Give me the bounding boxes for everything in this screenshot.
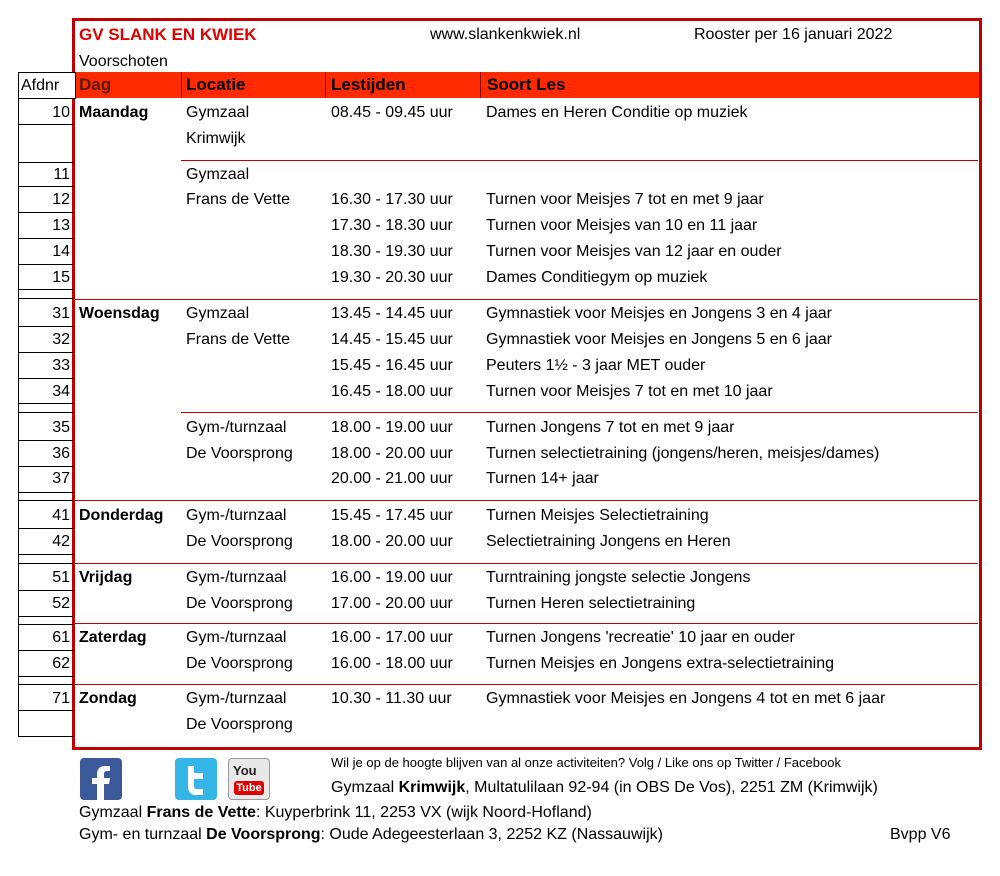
location-cell: Gym-/turnzaal bbox=[186, 629, 287, 646]
address-voorsprong-detail: : Oude Adegeesterlaan 3, 2252 KZ (Nassauwijk) bbox=[320, 826, 663, 843]
twitter-icon[interactable] bbox=[175, 758, 217, 800]
afdnr-line bbox=[18, 238, 73, 239]
location-cell: Krimwijk bbox=[186, 130, 246, 147]
afdnr-line bbox=[18, 624, 73, 625]
club-name: GV SLANK EN KWIEK bbox=[79, 25, 257, 44]
afdnr-line bbox=[18, 212, 73, 213]
location-cell: Gymzaal bbox=[186, 305, 250, 322]
afdnr-cell: 34 bbox=[52, 383, 70, 400]
column-lestijden: Lestijden bbox=[331, 75, 406, 94]
facebook-icon[interactable] bbox=[80, 758, 122, 800]
day-separator bbox=[75, 299, 978, 300]
address-voorsprong-prefix: Gym- en turnzaal bbox=[79, 826, 207, 843]
afdnr-line bbox=[18, 616, 73, 617]
afdnr-cell: 32 bbox=[52, 331, 70, 348]
afdnr-line bbox=[18, 440, 73, 441]
afdnr-line bbox=[18, 710, 73, 711]
time-cell: 19.30 - 20.30 uur bbox=[331, 269, 453, 286]
lesson-cell: Turnen 14+ jaar bbox=[486, 470, 599, 487]
afdnr-line bbox=[18, 684, 73, 685]
column-dag: Dag bbox=[79, 75, 112, 94]
afdnr-cell: 61 bbox=[52, 629, 70, 646]
afdnr-cell: 33 bbox=[52, 357, 70, 374]
afdnr-cell: 51 bbox=[52, 569, 70, 586]
lesson-cell: Gymnastiek voor Meisjes en Jongens 4 tot en met 6 jaar bbox=[486, 690, 886, 707]
twitter-t-glyph bbox=[175, 758, 217, 800]
column-afdnr: Afdnr bbox=[21, 77, 60, 94]
address-voorsprong-name: De Voorsprong bbox=[206, 826, 321, 843]
afdnr-cell: 41 bbox=[52, 507, 70, 524]
header-divider bbox=[181, 72, 182, 98]
time-cell: 08.45 - 09.45 uur bbox=[331, 104, 453, 121]
time-cell: 14.45 - 15.45 uur bbox=[331, 331, 453, 348]
afdnr-cell: 15 bbox=[52, 269, 70, 286]
time-cell: 18.30 - 19.30 uur bbox=[331, 243, 453, 260]
day-separator bbox=[75, 684, 978, 685]
address-krimwijk-name: Krimwijk bbox=[398, 779, 466, 796]
afdnr-line bbox=[18, 412, 73, 413]
time-cell: 16.00 - 18.00 uur bbox=[331, 655, 453, 672]
facebook-f-glyph bbox=[80, 758, 122, 800]
lesson-cell: Turntraining jongste selectie Jongens bbox=[486, 569, 751, 586]
afdnr-line bbox=[18, 500, 73, 501]
location-cell: De Voorsprong bbox=[186, 655, 293, 672]
lesson-cell: Turnen voor Meisjes 7 tot en met 10 jaar bbox=[486, 383, 773, 400]
day-separator bbox=[75, 563, 978, 564]
youtube-icon[interactable] bbox=[228, 758, 270, 800]
location-cell: Gym-/turnzaal bbox=[186, 419, 287, 436]
time-cell: 18.00 - 20.00 uur bbox=[331, 445, 453, 462]
afdnr-line bbox=[18, 186, 73, 187]
afdnr-line bbox=[18, 676, 73, 677]
afdnr-line bbox=[18, 650, 73, 651]
afdnr-cell: 36 bbox=[52, 445, 70, 462]
afdnr-line bbox=[18, 289, 73, 290]
lesson-cell: Peuters 1½ - 3 jaar MET ouder bbox=[486, 357, 706, 374]
time-cell: 20.00 - 21.00 uur bbox=[331, 470, 453, 487]
afdnr-line bbox=[18, 554, 73, 555]
lesson-cell: Turnen voor Meisjes van 10 en 11 jaar bbox=[486, 217, 758, 234]
time-cell: 16.00 - 17.00 uur bbox=[331, 629, 453, 646]
lesson-cell: Turnen Heren selectietraining bbox=[486, 595, 696, 612]
afdnr-cell: 13 bbox=[52, 217, 70, 234]
afdnr-line bbox=[18, 736, 73, 737]
location-cell: Gym-/turnzaal bbox=[186, 569, 287, 586]
address-frans-prefix: Gymzaal bbox=[79, 804, 147, 821]
day-cell: Woensdag bbox=[79, 305, 160, 322]
time-cell: 16.30 - 17.30 uur bbox=[331, 191, 453, 208]
afdnr-cell: 71 bbox=[52, 690, 70, 707]
location-cell: De Voorsprong bbox=[186, 595, 293, 612]
lesson-cell: Turnen Meisjes Selectietraining bbox=[486, 507, 709, 524]
time-cell: 17.00 - 20.00 uur bbox=[331, 595, 453, 612]
afdnr-line bbox=[18, 352, 73, 353]
day-cell: Donderdag bbox=[79, 507, 164, 524]
location-separator bbox=[181, 412, 978, 413]
lesson-cell: Turnen Meisjes en Jongens extra-selectietraining bbox=[486, 655, 835, 672]
location-cell: Frans de Vette bbox=[186, 191, 291, 208]
afdnr-cell: 37 bbox=[52, 470, 70, 487]
location-cell: Gymzaal bbox=[186, 104, 250, 121]
header-divider bbox=[480, 72, 481, 98]
time-cell: 18.00 - 19.00 uur bbox=[331, 419, 453, 436]
header-divider bbox=[325, 72, 326, 98]
social-follow-text: Wil je op de hoogte blijven van al onze activiteiten? Volg / Like ons op Twitter / Facebook bbox=[331, 755, 841, 770]
time-cell: 16.00 - 19.00 uur bbox=[331, 569, 453, 586]
location-cell: Gym-/turnzaal bbox=[186, 690, 287, 707]
afdnr-cell: 42 bbox=[52, 533, 70, 550]
time-cell: 17.30 - 18.30 uur bbox=[331, 217, 453, 234]
afdnr-line bbox=[18, 466, 73, 467]
youtube-tube-text: Tube bbox=[234, 781, 264, 795]
afdnr-cell: 62 bbox=[52, 655, 70, 672]
location-cell: Frans de Vette bbox=[186, 331, 291, 348]
location-cell: De Voorsprong bbox=[186, 716, 293, 733]
address-krimwijk-prefix: Gymzaal bbox=[331, 779, 399, 796]
afdnr-line bbox=[18, 298, 73, 299]
address-frans-de-vette bbox=[79, 804, 592, 822]
afdnr-line bbox=[18, 124, 73, 125]
afdnr-cell: 52 bbox=[52, 595, 70, 612]
column-soort-les: Soort Les bbox=[487, 75, 566, 94]
location-cell: Gymzaal bbox=[186, 166, 250, 183]
day-separator bbox=[75, 500, 978, 501]
address-krimwijk bbox=[331, 779, 878, 797]
time-cell: 18.00 - 20.00 uur bbox=[331, 533, 453, 550]
lesson-cell: Turnen voor Meisjes van 12 jaar en ouder bbox=[486, 243, 782, 260]
afdnr-line bbox=[18, 162, 73, 163]
afdnr-cell: 14 bbox=[52, 243, 70, 260]
address-frans-name: Frans de Vette bbox=[146, 804, 256, 821]
location-cell: De Voorsprong bbox=[186, 533, 293, 550]
column-locatie: Locatie bbox=[186, 75, 246, 94]
day-cell: Vrijdag bbox=[79, 569, 133, 586]
lesson-cell: Dames Conditiegym op muziek bbox=[486, 269, 708, 286]
location-cell: De Voorsprong bbox=[186, 445, 293, 462]
lesson-cell: Gymnastiek voor Meisjes en Jongens 5 en 6 jaar bbox=[486, 331, 832, 348]
afdnr-line bbox=[18, 264, 73, 265]
youtube-you-text: You bbox=[233, 763, 257, 778]
rooster-date: Rooster per 16 januari 2022 bbox=[694, 26, 893, 43]
time-cell: 10.30 - 11.30 uur bbox=[331, 690, 452, 707]
lesson-cell: Dames en Heren Conditie op muziek bbox=[486, 104, 748, 121]
day-cell: Zondag bbox=[79, 690, 137, 707]
address-frans-detail: : Kuyperbrink 11, 2253 VX (wijk Noord-Hofland) bbox=[255, 804, 592, 821]
day-separator bbox=[75, 623, 978, 624]
lesson-cell: Turnen Jongens 7 tot en met 9 jaar bbox=[486, 419, 735, 436]
afdnr-line bbox=[18, 326, 73, 327]
day-cell: Maandag bbox=[79, 104, 149, 121]
address-krimwijk-detail: , Multatulilaan 92-94 (in OBS De Vos), 2251 ZM (Krimwijk) bbox=[465, 779, 878, 796]
website-link[interactable]: www.slankenkwiek.nl bbox=[430, 26, 581, 43]
afdnr-cell: 35 bbox=[52, 419, 70, 436]
afdnr-line bbox=[18, 492, 73, 493]
lesson-cell: Turnen voor Meisjes 7 tot en met 9 jaar bbox=[486, 191, 764, 208]
afdnr-cell: 31 bbox=[52, 305, 70, 322]
town-name: Voorschoten bbox=[79, 53, 168, 70]
time-cell: 15.45 - 16.45 uur bbox=[331, 357, 453, 374]
afdnr-cell: 12 bbox=[52, 191, 70, 208]
time-cell: 15.45 - 17.45 uur bbox=[331, 507, 453, 524]
location-separator bbox=[181, 160, 978, 161]
address-de-voorsprong bbox=[79, 826, 663, 844]
afdnr-line bbox=[18, 528, 73, 529]
lesson-cell: Turnen Jongens 'recreatie' 10 jaar en ouder bbox=[486, 629, 795, 646]
time-cell: 13.45 - 14.45 uur bbox=[331, 305, 453, 322]
version-label: Bvpp V6 bbox=[890, 826, 951, 843]
afdnr-line bbox=[18, 403, 73, 404]
lesson-cell: Selectietraining Jongens en Heren bbox=[486, 533, 731, 550]
lesson-cell: Turnen selectietraining (jongens/heren, meisjes/dames) bbox=[486, 445, 880, 462]
location-cell: Gym-/turnzaal bbox=[186, 507, 287, 524]
afdnr-line bbox=[18, 378, 73, 379]
afdnr-cell: 10 bbox=[52, 104, 70, 121]
afdnr-line bbox=[18, 563, 73, 564]
time-cell: 16.45 - 18.00 uur bbox=[331, 383, 453, 400]
lesson-cell: Gymnastiek voor Meisjes en Jongens 3 en 4 jaar bbox=[486, 305, 832, 322]
afdnr-line bbox=[18, 590, 73, 591]
afdnr-cell: 11 bbox=[53, 166, 70, 183]
day-cell: Zaterdag bbox=[79, 629, 147, 646]
